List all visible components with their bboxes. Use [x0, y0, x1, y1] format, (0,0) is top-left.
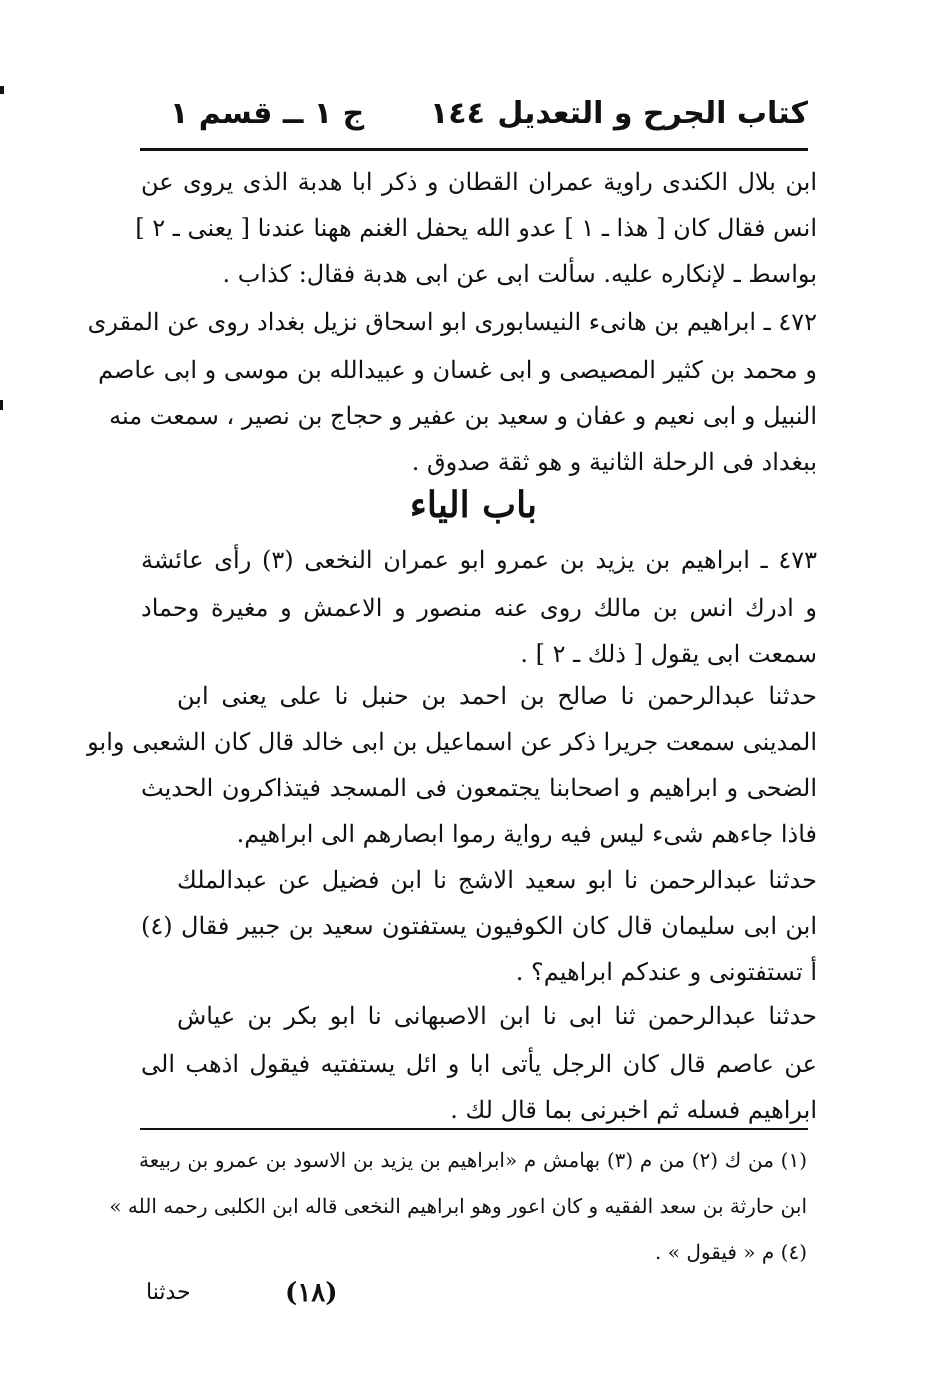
footnote-line: (٤) م « فيقول » . [655, 1240, 807, 1264]
volume-label: ج ١ ــ قسم ١ [170, 96, 365, 131]
text-line: النبيل و ابى نعيم و عفان و سعيد بن عفير و حجاج بن نصير ، سمعت منه [109, 402, 817, 430]
text-line: ابن ابى سليمان قال كان الكوفيون يستفتون سعيد بن جبير فقال (٤) [141, 912, 817, 940]
entry-line: ٤٧٣ ـ ابراهيم بن يزيد بن عمرو ابو عمران النخعى (٣) رأى عائشة [141, 546, 817, 574]
text-line: ابن بلال الكندى راوية عمران القطان و ذكر ابا هدبة الذى يروى عن [141, 168, 817, 196]
text-line: حدثنا عبدالرحمن ثنا ابى نا ابن الاصبهانى نا ابو بكر بن عياش [177, 1002, 817, 1030]
footnote-rule [140, 1128, 808, 1130]
text-line: انس فقال كان [ هذا ـ ١ ] عدو الله يحفل الغنم ههنا عندنا [ يعنى ـ ٢ ] [135, 214, 817, 242]
text-line: بواسط ـ لإنكاره عليه. سألت ابى عن ابى هدبة فقال: كذاب . [222, 260, 817, 288]
text-line: عن عاصم قال كان الرجل يأتى ابا و ائل يستفتيه فيقول اذهب الى [141, 1050, 817, 1078]
footnote-line: ابن حارثة بن سعد الفقيه و كان اعور وهو ابراهيم النخعى قاله ابن الكلبى رحمه الله » [109, 1194, 807, 1218]
text-line: الضحى و ابراهيم و اصحابنا يجتمعون فى المسجد فيتذاكرون الحديث [141, 774, 817, 802]
text-line: و ادرك انس بن مالك روى عنه منصور و الاعمش و مغيرة وحماد [141, 594, 817, 622]
text-line: حدثنا عبدالرحمن نا ابو سعيد الاشج نا ابن فضيل عن عبدالملك [177, 866, 817, 894]
text-line: المدينى سمعت جريرا ذكر عن اسماعيل بن ابى خالد قال كان الشعبى وابو [87, 728, 817, 756]
catchword: حدثنا [146, 1280, 191, 1305]
signature-mark: (١٨) [285, 1278, 338, 1308]
text-line: حدثنا عبدالرحمن نا صالح بن احمد بن حنبل نا على يعنى ابن [177, 682, 817, 710]
footnote-line: (١) من ك (٢) من م (٣) بهامش م «ابراهيم بن يزيد بن الاسود بن عمرو بن ربيعة [139, 1148, 807, 1172]
page-header [140, 92, 808, 142]
text-line: أ تستفتونى و عندكم ابراهيم؟ . [515, 958, 817, 986]
section-heading: باب الياء [409, 484, 538, 526]
scan-edge-mark [0, 400, 3, 410]
text-line: و محمد بن كثير المصيصى و ابى غسان و عبيدالله بن موسى و ابى عاصم [98, 356, 817, 384]
entry-line: ٤٧٢ ـ ابراهيم بن هانىء النيسابورى ابو اسحاق نزيل بغداد روى عن المقرى [87, 308, 817, 336]
text-line: فاذا جاءهم شىء ليس فيه رواية رموا ابصارهم الى ابراهيم. [236, 820, 817, 848]
text-line: سمعت ابى يقول [ ذلك ـ ٢ ] . [520, 640, 817, 668]
text-line: ببغداد فى الرحلة الثانية و هو ثقة صدوق . [411, 448, 817, 476]
text-line: ابراهيم فسله ثم اخبرنى بما قال لك . [450, 1096, 817, 1124]
page-number: ١٤٤ [430, 96, 485, 131]
header-rule [140, 148, 808, 151]
scan-edge-mark [0, 86, 4, 94]
running-title: كتاب الجرح و التعديل [497, 96, 808, 131]
